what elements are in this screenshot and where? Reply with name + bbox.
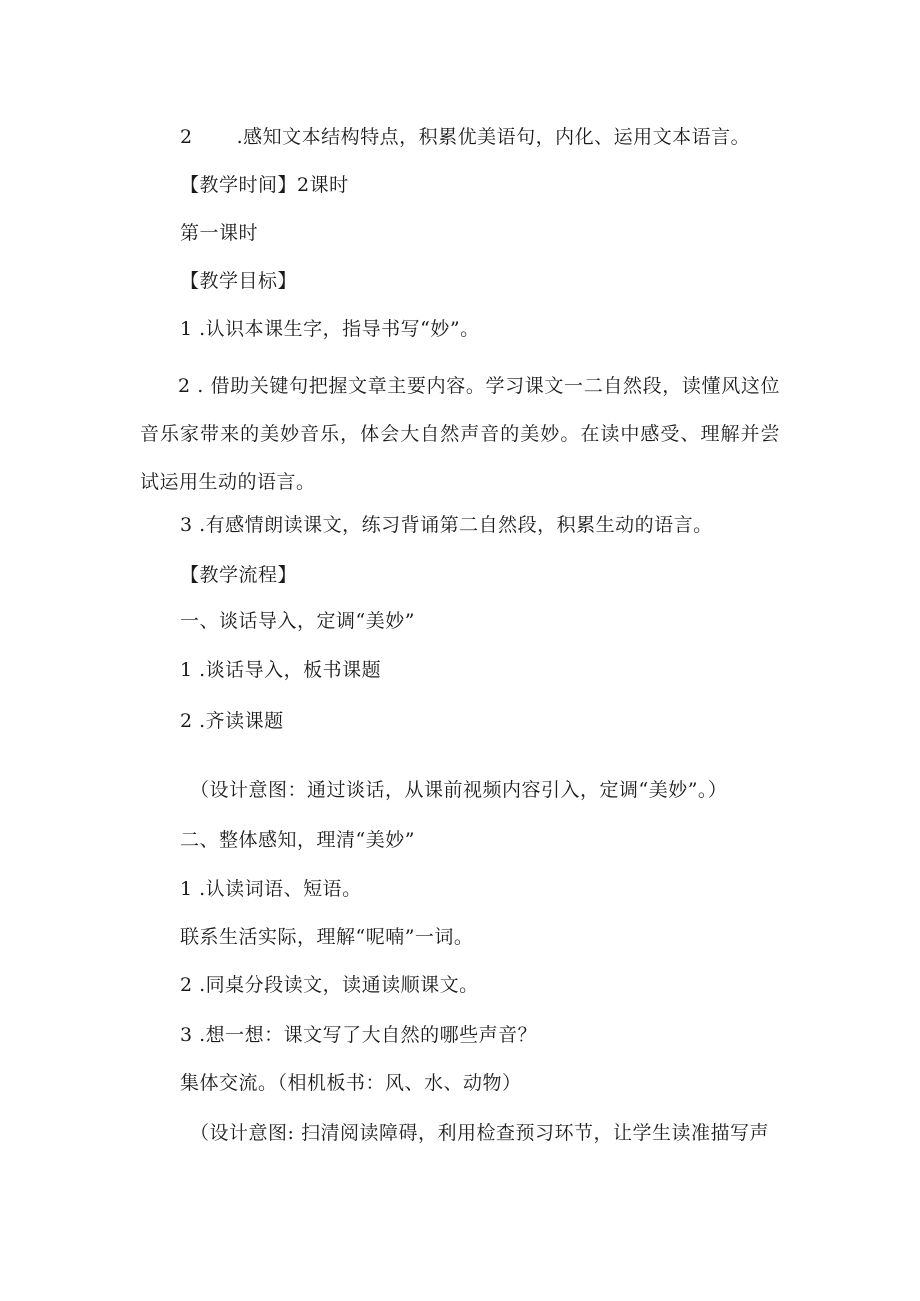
objectives-heading: 【教学目标】 [180, 270, 298, 292]
goal-2-line [180, 124, 750, 150]
goal-2-text: .感知文本结构特点，积累优美语句，内化、运用文本语言。 [236, 126, 751, 148]
section-2-step-2: 2 .同桌分段读文，读通读顺课文。 [180, 974, 479, 996]
section-2-heading: 二、整体感知，理清“美妙” [180, 829, 415, 851]
objective-2: 2 . 借助关键句把握文章主要内容。学习课文一二自然段，读懂风这位音乐家带来的美妙音乐，体会大自然声音的美妙。在读中感受、理解并尝试运用生动的语言。 [140, 375, 780, 493]
section-1-step-2: 2 .齐读课题 [180, 710, 284, 732]
teaching-time: 【教学时间】2课时 [180, 174, 349, 196]
section-2-design-intent: （设计意图: 扫清阅读障碍，利用检查预习环节，让学生读准描写声 [190, 1122, 769, 1144]
section-2-step-1-note: 联系生活实际，理解“呢喃”一词。 [180, 926, 474, 948]
process-heading: 【教学流程】 [180, 564, 298, 586]
objective-1: 1 .认识本课生字，指导书写“妙”。 [180, 318, 480, 340]
section-2-step-3-note: 集体交流。（相机板书：风、水、动物） [180, 1072, 522, 1094]
lesson-one-title: 第一课时 [180, 222, 259, 244]
section-1-heading: 一、谈话导入，定调“美妙” [180, 610, 415, 632]
section-1-step-1: 1 .谈话导入，板书课题 [180, 659, 382, 681]
section-1-design-intent: （设计意图：通过谈话，从课前视频内容引入，定调“美妙”。） [190, 779, 728, 801]
objective-3: 3 .有感情朗读课文，练习背诵第二自然段，积累生动的语言。 [180, 514, 713, 536]
section-2-step-3: 3 .想一想：课文写了大自然的哪些声音？ [180, 1024, 538, 1046]
goal-2-number: 2 [180, 126, 193, 148]
section-2-step-1: 1 .认读词语、短语。 [180, 878, 362, 900]
